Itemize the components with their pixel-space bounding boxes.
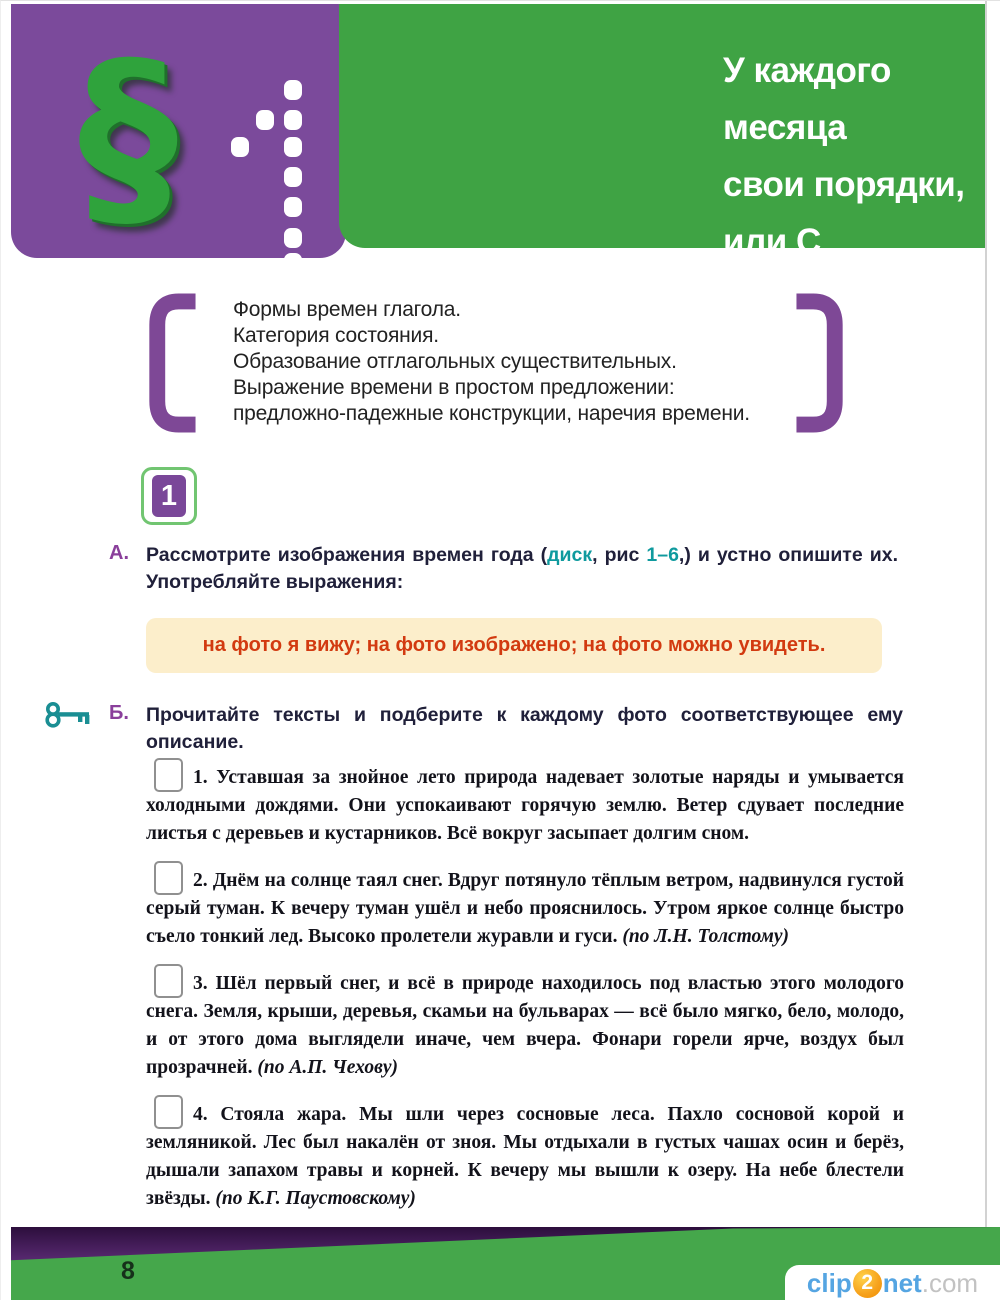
figure-range-reference: 1–6	[646, 544, 679, 566]
passage-text: Стояла жара. Мы шли через сосновые леса. Пахло сосновой корой и земляникой. Лес был накалён от зноя. Мы отдыхали в густых чашах осин и берёз, дышали запахом травы и корней. К вечеру мы вышли к озеру. На небе блестели звёзды.	[146, 1104, 904, 1209]
answer-checkbox[interactable]	[154, 964, 183, 998]
left-bracket-icon	[147, 291, 203, 435]
task-a-seg2: , рис	[592, 544, 647, 566]
topic-line: Категория состояния.	[233, 324, 439, 347]
header-purple-panel	[11, 4, 346, 258]
watermark-com: .com	[921, 1267, 979, 1298]
passage-3	[146, 964, 904, 1082]
topic-line: Формы времен глагола.	[233, 298, 461, 321]
passage-number: 2.	[193, 870, 208, 891]
watermark-clip: clip	[806, 1267, 852, 1298]
chapter-title-line: свои порядки,	[723, 165, 965, 204]
exercise-number-box	[141, 467, 197, 525]
task-a-text	[146, 542, 898, 596]
chapter-title-line: или С природой	[723, 222, 891, 318]
topic-line: Выражение времени в простом предложении:	[233, 376, 675, 399]
passage-number: 4.	[193, 1104, 208, 1125]
phrases-box	[146, 618, 882, 673]
decorative-dot	[284, 228, 302, 248]
passage-attribution: (по К.Г. Паустовскому)	[215, 1188, 416, 1209]
decorative-dot	[284, 197, 302, 217]
answer-checkbox[interactable]	[154, 758, 183, 792]
passages-list	[146, 758, 904, 1226]
page-number: 8	[121, 1257, 135, 1285]
passage-text: Днём на солнце таял снег. Вдруг потянуло тёплым ветром, надвинулся густой серый туман. К вечеру туман ушёл и небо прояснилось. Утром яркое солнце быстро съело тонкий лед. Высоко пролетели журавли и гуси.	[146, 870, 904, 947]
decorative-dot	[284, 80, 302, 100]
task-a-seg3: ,) и устно опишите их.	[678, 544, 898, 566]
passage-1	[146, 758, 904, 848]
topics-list	[233, 297, 793, 427]
task-b-text: Прочитайте тексты и подберите к каждому фото соответствующее ему описание.	[146, 704, 903, 753]
paragraph-section-icon: §	[78, 20, 178, 253]
passage-4	[146, 1095, 904, 1213]
decorative-dot	[231, 137, 249, 157]
answer-checkbox[interactable]	[154, 861, 183, 895]
footer-band	[11, 1227, 1000, 1300]
decorative-dot	[284, 137, 302, 157]
passage-text: Уставшая за знойное лето природа надевает золотые наряды и умывается холодными дождями. Они успокаивают горячую землю. Ветер сдувает последние листья с деревьев и кустарников. Всё вокруг засыпает долгим сном.	[146, 767, 904, 844]
page-edge-line	[985, 1, 987, 1227]
task-a-line2: Употребляйте выражения:	[146, 571, 404, 593]
topic-line: Образование отглагольных существительных.	[233, 350, 677, 373]
phrases-text: на фото я вижу; на фото изображено; на фото можно увидеть.	[202, 634, 826, 656]
task-a-line1	[146, 542, 898, 569]
passage-2	[146, 861, 904, 951]
exercise-number: 1	[152, 475, 186, 517]
decorative-dot	[256, 110, 274, 130]
answer-checkbox[interactable]	[154, 1095, 183, 1129]
passage-number: 1.	[193, 767, 208, 788]
decorative-dot	[284, 253, 302, 263]
passage-attribution: (по А.П. Чехову)	[257, 1057, 398, 1078]
task-a-label: А.	[109, 542, 129, 564]
clip2net-watermark[interactable]	[785, 1265, 1000, 1300]
disk-reference: диск	[547, 544, 593, 566]
chapter-title-line: не поспоришь	[723, 336, 965, 375]
task-a-seg1: Рассмотрите изображения времен года (	[146, 544, 548, 566]
key-icon	[45, 700, 91, 730]
passage-attribution: (по Л.Н. Толстому)	[622, 926, 790, 947]
decorative-dot	[284, 110, 302, 130]
passage-number: 3.	[193, 973, 208, 994]
right-bracket-icon	[789, 291, 845, 435]
task-b-label: Б.	[109, 702, 129, 724]
chapter-title-line: У каждого месяца	[723, 51, 891, 147]
decorative-dot	[284, 167, 302, 187]
watermark-2-badge: 2	[853, 1269, 882, 1298]
topic-line: предложно-падежные конструкции, наречия времени.	[233, 402, 750, 425]
passage-text: Шёл первый снег, и всё в природе находилось под властью этого молодого снега. Земля, крыши, деревья, скамьи на бульварах — всё было мягко, бело, молодо, и от этого дома выглядели иначе, чем вчера. Фонари горели ярче, воздух был прозрачней.	[146, 973, 904, 1078]
watermark-net: net	[882, 1267, 922, 1298]
